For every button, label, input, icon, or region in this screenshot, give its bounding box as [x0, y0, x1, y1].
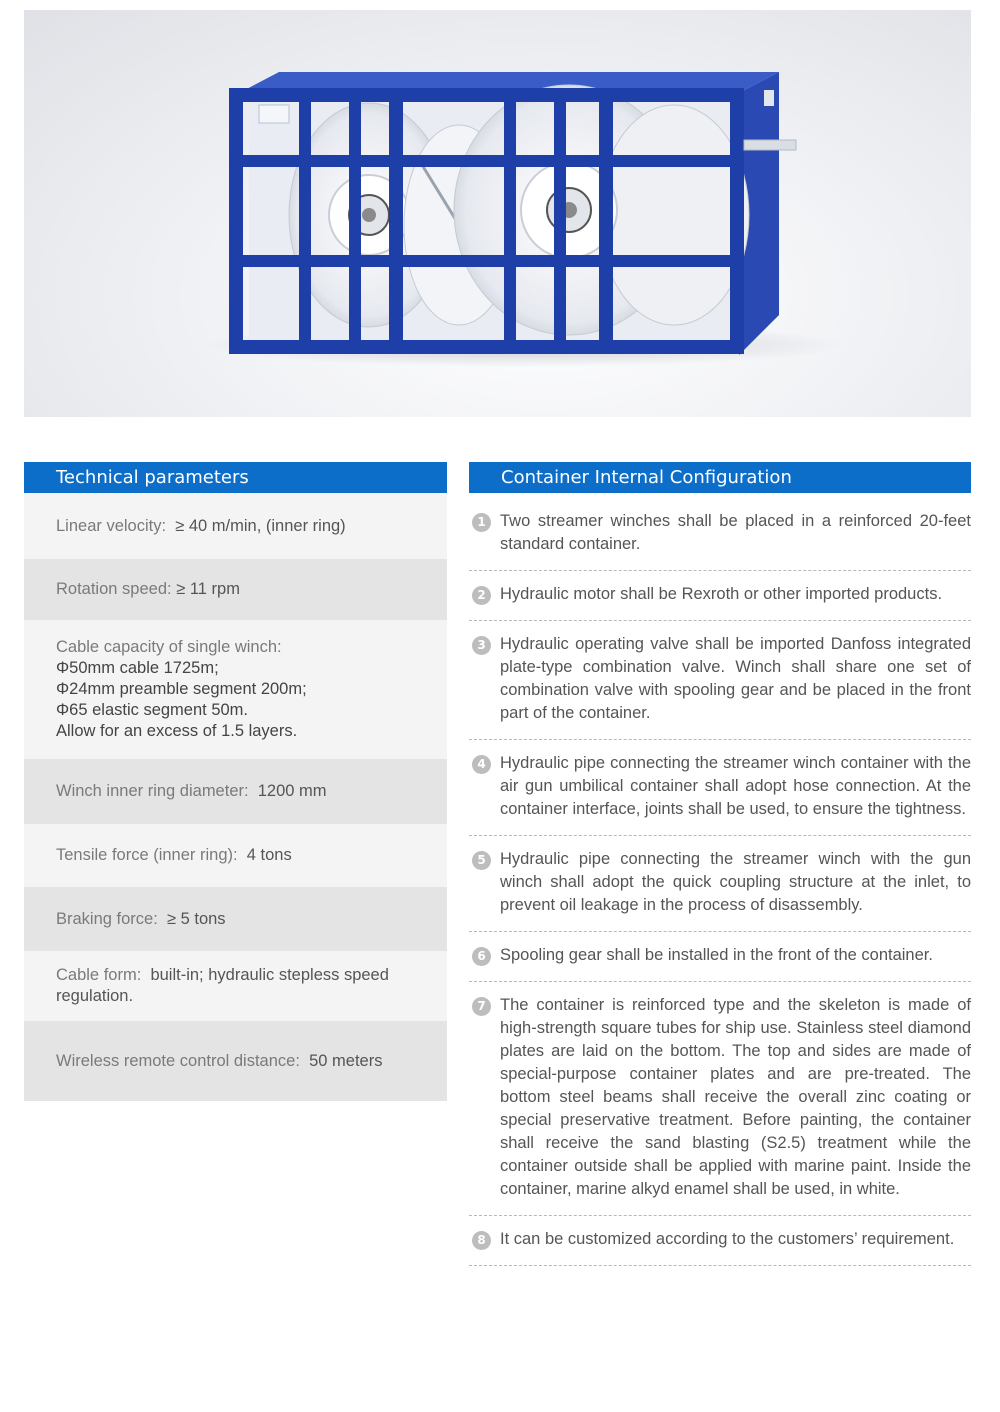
number-badge-icon: 7 [472, 997, 491, 1016]
config-item [469, 740, 971, 836]
param-row-remote-control-distance [24, 1021, 447, 1101]
product-photo-container-winch [24, 10, 971, 417]
param-value: 1200 mm [257, 782, 327, 800]
config-item [469, 1216, 971, 1266]
param-label: Cable form: [56, 966, 142, 984]
param-row-cable-capacity [24, 620, 447, 759]
config-item-text: The container is reinforced type and the skeleton is made of high-strength square tubes for ship use. Stainless steel diamond plates are laid on the bottom. The top and sides are made of special-purpose container plates and are pre-treated. The bottom steel beams shall receive the overall zinc coating or special preservative treatment. Before painting, the container shall receive the sand blasting (S2.5) treatment while the container outside shall be applied with marine paint. Inside the container, marine alkyd enamel shall be used, in white. [500, 996, 971, 1198]
config-item-text: Hydraulic operating valve shall be imported Danfoss integrated plate-type combination valve. Winch shall share one set of combination valve with spooling gear and be placed in the front part of the container. [500, 635, 971, 722]
param-line: Φ65 elastic segment 50m. [56, 701, 249, 719]
configuration-list [469, 498, 971, 1266]
container-illustration [24, 10, 971, 417]
config-item [469, 498, 971, 571]
technical-parameters-header: Technical parameters [24, 462, 447, 493]
container-configuration-header: Container Internal Configuration [469, 462, 971, 493]
param-line: Allow for an excess of 1.5 layers. [56, 722, 298, 740]
param-label: Tensile force (inner ring): [56, 846, 238, 864]
config-item-text: Hydraulic pipe connecting the streamer winch container with the air gun umbilical container shall adopt hose connection. At the container interface, joints shall be used, to ensure the tightness. [500, 754, 971, 818]
number-badge-icon: 5 [472, 851, 491, 870]
param-value: built-in; hydraulic stepless speed regulation. [56, 966, 389, 1005]
param-value: ≥ 11 rpm [176, 580, 240, 598]
config-item [469, 571, 971, 621]
number-badge-icon: 4 [472, 755, 491, 774]
config-item [469, 621, 971, 740]
param-value: ≥ 40 m/min, (inner ring) [175, 516, 346, 535]
param-label: Braking force: [56, 909, 158, 928]
param-row-rotation-speed [24, 559, 447, 620]
number-badge-icon: 6 [472, 947, 491, 966]
param-row-braking-force [24, 887, 447, 951]
number-badge-icon: 1 [472, 513, 491, 532]
param-label: Rotation speed: [56, 580, 172, 598]
config-item [469, 836, 971, 932]
config-item-text: Two streamer winches shall be placed in a reinforced 20-feet standard container. [500, 512, 971, 553]
param-value: 50 meters [309, 1051, 383, 1070]
param-label: Winch inner ring diameter: [56, 782, 249, 800]
param-row-cable-form [24, 951, 447, 1021]
param-label: Wireless remote control distance: [56, 1051, 300, 1070]
param-label: Cable capacity of single winch: [56, 638, 282, 656]
config-item [469, 932, 971, 982]
param-value: ≥ 5 tons [166, 909, 226, 928]
config-item-text: Hydraulic pipe connecting the streamer winch with the gun winch shall adopt the quick coupling structure at the inlet, to prevent oil leakage in the process of disassembly. [500, 850, 971, 914]
param-line: Φ50mm cable 1725m; [56, 659, 219, 677]
param-label: Linear velocity: [56, 516, 167, 535]
param-row-tensile-force [24, 824, 447, 887]
param-value: 4 tons [246, 846, 292, 864]
config-item-text: Spooling gear shall be installed in the front of the container. [500, 946, 933, 964]
technical-parameters-table [24, 493, 447, 1101]
param-row-linear-velocity [24, 493, 447, 559]
config-item-text: It can be customized according to the customers’ requirement. [500, 1230, 955, 1248]
param-row-inner-ring-diameter [24, 759, 447, 824]
config-item [469, 982, 971, 1216]
number-badge-icon: 3 [472, 636, 491, 655]
number-badge-icon: 2 [472, 586, 491, 605]
number-badge-icon: 8 [472, 1231, 491, 1250]
config-item-text: Hydraulic motor shall be Rexroth or other imported products. [500, 585, 943, 603]
param-line: Φ24mm preamble segment 200m; [56, 680, 307, 698]
